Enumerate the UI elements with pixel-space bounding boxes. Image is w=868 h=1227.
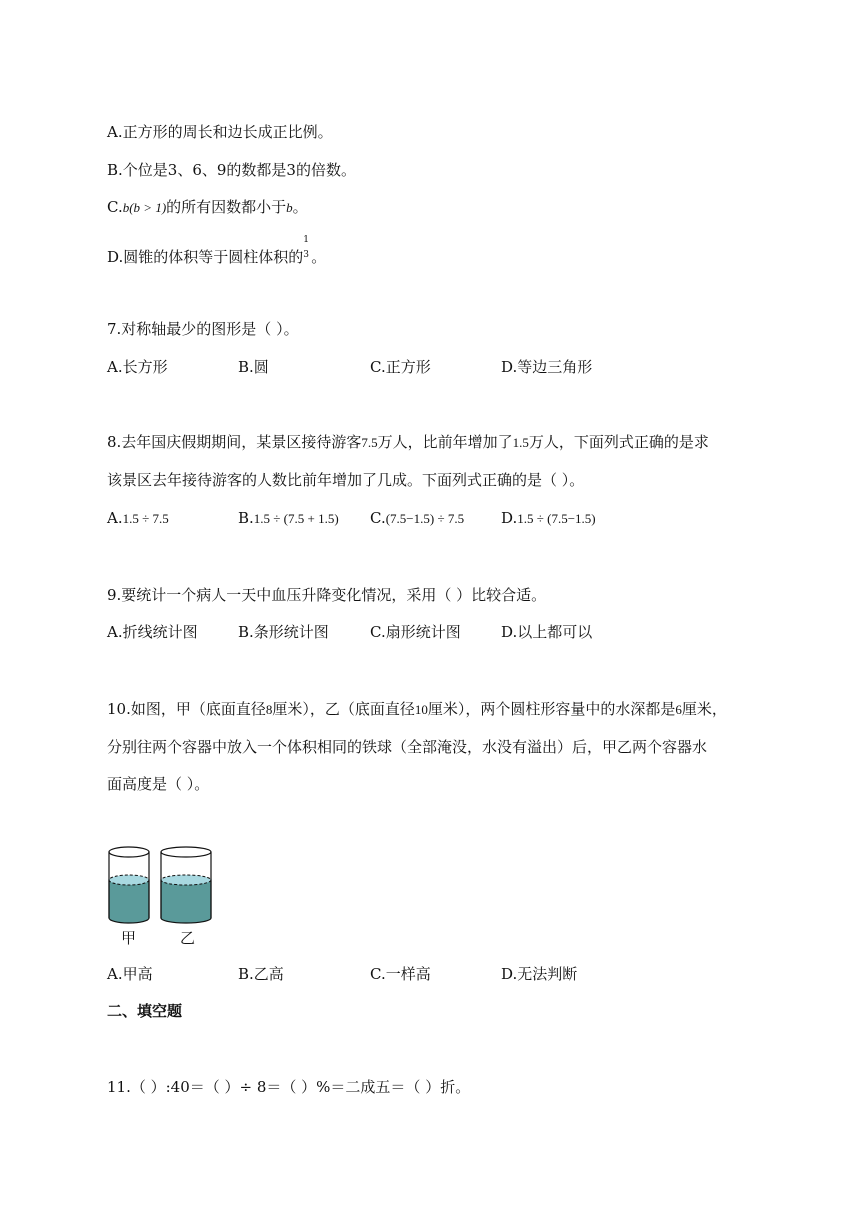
- q7-option-d: D.等边三角形: [501, 358, 593, 376]
- q9-stem: 9.要统计一个病人一天中血压升降变化情况，采用（ ）比较合适。: [107, 586, 547, 604]
- q7-option-c: C.正方形: [370, 358, 431, 376]
- fraction-numerator: 1: [303, 235, 309, 245]
- q10-stem-line3: 面高度是（ ）。: [107, 775, 210, 793]
- q10-value-diameter-b: 10: [414, 702, 428, 717]
- q10-stem-text: 厘米，: [681, 700, 727, 718]
- q7-option-a: A.长方形: [107, 358, 168, 376]
- option-expression: 1.5 ÷ (7.5−1.5): [517, 511, 596, 526]
- q7-option-b: B.圆: [238, 358, 269, 376]
- option-expression: 1.5 ÷ (7.5 + 1.5): [253, 511, 339, 526]
- q6-option-d: [107, 235, 327, 267]
- cylinder-rim: [161, 847, 211, 857]
- q8-value-visitors: 7.5: [361, 435, 378, 450]
- cylinder-label-yi: 乙: [180, 929, 196, 947]
- q9-option-b: B.条形统计图: [238, 623, 329, 641]
- q8-option-c: [370, 508, 464, 529]
- option-label: D.: [501, 509, 518, 527]
- option-label: A.: [107, 509, 123, 527]
- option-label: C.: [370, 509, 386, 527]
- water-body: [161, 880, 211, 923]
- q8-stem-text: 万人，下面列式正确的是求: [528, 433, 709, 451]
- q10-value-diameter-a: 8: [265, 702, 273, 717]
- water-surface: [161, 875, 211, 885]
- water-surface: [109, 875, 149, 885]
- q6-option-c-mid: 的所有因数都小于: [166, 198, 287, 216]
- q10-stem-line1: [107, 699, 727, 720]
- q8-stem-text: 8.去年国庆假期期间，某景区接待游客: [107, 433, 362, 451]
- q10-option-a: A.甲高: [107, 965, 153, 983]
- water-body: [109, 880, 149, 923]
- q10-stem-text: 10.如图，甲（底面直径: [107, 700, 266, 718]
- q10-option-c: C.一样高: [370, 965, 431, 983]
- q8-stem-line1: [107, 432, 709, 453]
- q8-value-increase: 1.5: [512, 435, 529, 450]
- q6-option-c-end: 。: [292, 198, 308, 216]
- q10-stem-text: 厘米），两个圆柱形容量中的水深都是: [427, 700, 676, 718]
- q10-option-d: D.无法判断: [501, 965, 578, 983]
- q6-option-c: [107, 197, 308, 218]
- q6-option-c-prefix: C.: [107, 198, 123, 216]
- q9-option-a: A.折线统计图: [107, 623, 198, 641]
- q6-option-b: B.个位是3、6、9的数都是3的倍数。: [107, 161, 356, 179]
- q8-stem-text: 万人，比前年增加了: [377, 433, 513, 451]
- q10-stem-line2: 分别往两个容器中放入一个体积相同的铁球（全部淹没，水没有溢出）后，甲乙两个容器水: [107, 738, 708, 756]
- q9-option-d: D.以上都可以: [501, 623, 593, 641]
- q6-option-c-var: b: [286, 200, 293, 215]
- q7-stem: 7.对称轴最少的图形是（ ）。: [107, 320, 299, 338]
- cylinder-yi: [161, 847, 211, 923]
- q8-option-d: [501, 508, 596, 529]
- q6-option-d-text: D.圆锥的体积等于圆柱体积的: [107, 248, 304, 266]
- fraction-denominator: 3: [303, 250, 309, 260]
- q6-option-a: A.正方形的周长和边长成正比例。: [107, 123, 333, 141]
- q10-stem-text: 厘米），乙（底面直径: [272, 700, 415, 718]
- cylinder-label-jia: 甲: [121, 929, 137, 947]
- fraction: [303, 235, 311, 267]
- cylinder-rim: [109, 847, 149, 857]
- cylinder-jia: [109, 847, 149, 923]
- section-title: 二、填空题: [107, 1002, 183, 1020]
- cylinders-figure: [100, 843, 225, 928]
- q9-option-c: C.扇形统计图: [370, 623, 461, 641]
- option-expression: 1.5 ÷ 7.5: [122, 511, 169, 526]
- q8-stem-line2: 该景区去年接待游客的人数比前年增加了几成。下面列式正确的是（ ）。: [107, 471, 585, 489]
- q6-option-d-end: 。: [311, 248, 327, 266]
- q10-option-b: B.乙高: [238, 965, 284, 983]
- q10-value-depth: 6: [675, 702, 682, 717]
- option-label: B.: [238, 509, 254, 527]
- q6-option-c-math: b(b > 1): [122, 200, 167, 215]
- q11-stem: 11.（ ）:40＝（ ）÷ 8＝（ ）%＝二成五＝（ ）折。: [107, 1078, 471, 1096]
- q8-option-b: [238, 508, 339, 529]
- option-expression: (7.5−1.5) ÷ 7.5: [385, 511, 465, 526]
- q8-option-a: [107, 508, 169, 529]
